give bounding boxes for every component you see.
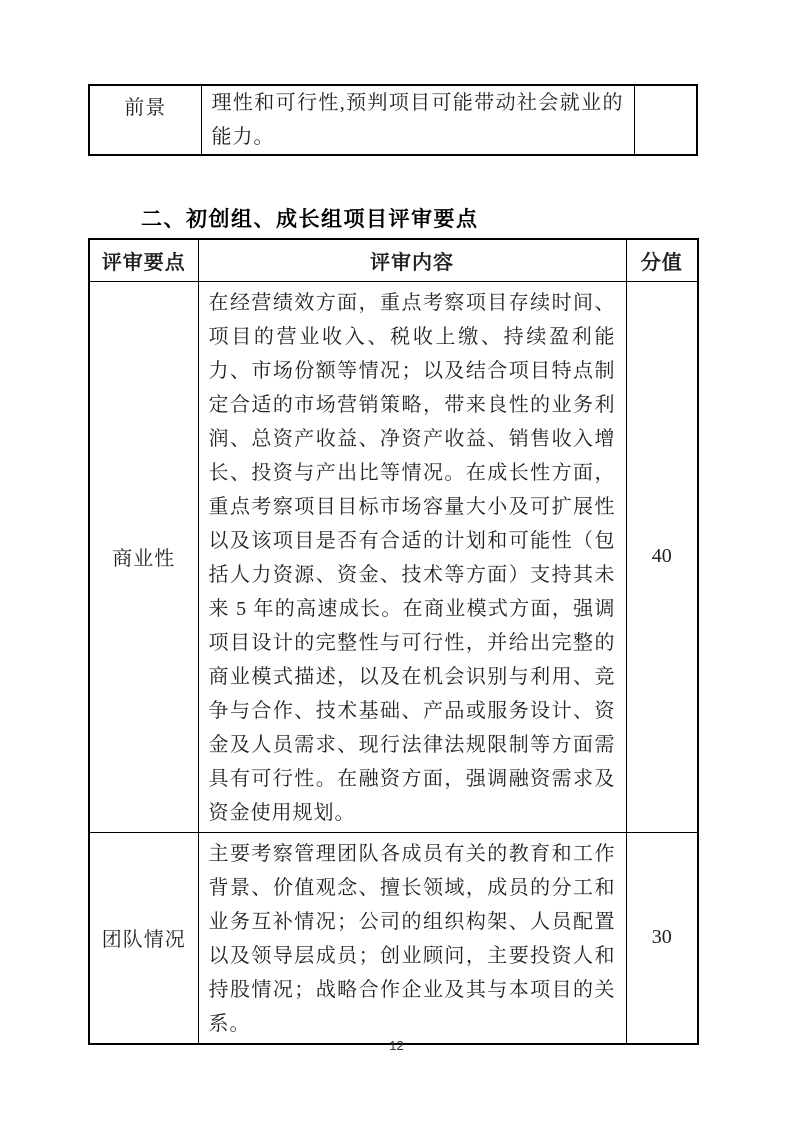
criteria-content-cell: 主要考察管理团队各成员有关的教育和工作背景、价值观念、擅长领域，成员的分工和业务互补情况；公司的组织构架、人员配置以及领导层成员；创业顾问，主要投资人和持股情况；战略合作企业及其与本项目的关系。 bbox=[198, 832, 626, 1044]
criteria-content-cell: 理性和可行性,预判项目可能带动社会就业的能力。 bbox=[201, 85, 634, 155]
continued-criteria-table bbox=[88, 84, 698, 156]
criteria-key-cell: 商业性 bbox=[89, 281, 198, 832]
criteria-key-cell: 前景 bbox=[89, 85, 201, 155]
page-number: 12 bbox=[389, 1038, 404, 1053]
table-row bbox=[89, 85, 697, 155]
criteria-score-cell: 30 bbox=[626, 832, 698, 1044]
criteria-score-cell: 40 bbox=[626, 281, 698, 832]
criteria-content-cell: 在经营绩效方面，重点考察项目存续时间、项目的营业收入、税收上缴、持续盈利能力、市场份额等情况；以及结合项目特点制定合适的市场营销策略，带来良性的业务利润、总资产收益、净资产收益、销售收入增长、投资与产出比等情况。在成长性方面，重点考察项目目标市场容量大小及可扩展性以及该项目是否有合适的计划和可能性（包括人力资源、资金、技术等方面）支持其未来 5 年的高速成长。在商业模式方面，强调项目设计的完整性与可行性，并给出完整的商业模式描述，以及在机会识别与利用、竞争与合作、技术基础、产品或服务设计、资金及人员需求、现行法律法规限制等方面需具有可行性。在融资方面，强调融资需求及资金使用规划。 bbox=[198, 281, 626, 832]
review-criteria-table bbox=[88, 238, 699, 1045]
table-header-row bbox=[89, 239, 698, 281]
table-row bbox=[89, 281, 698, 832]
criteria-score-cell bbox=[634, 85, 697, 155]
section-heading: 二、初创组、成长组项目评审要点 bbox=[141, 207, 479, 231]
column-header-score: 分值 bbox=[626, 239, 698, 281]
criteria-key-cell: 团队情况 bbox=[89, 832, 198, 1044]
table-row bbox=[89, 832, 698, 1044]
column-header-content: 评审内容 bbox=[198, 239, 626, 281]
column-header-key: 评审要点 bbox=[89, 239, 198, 281]
